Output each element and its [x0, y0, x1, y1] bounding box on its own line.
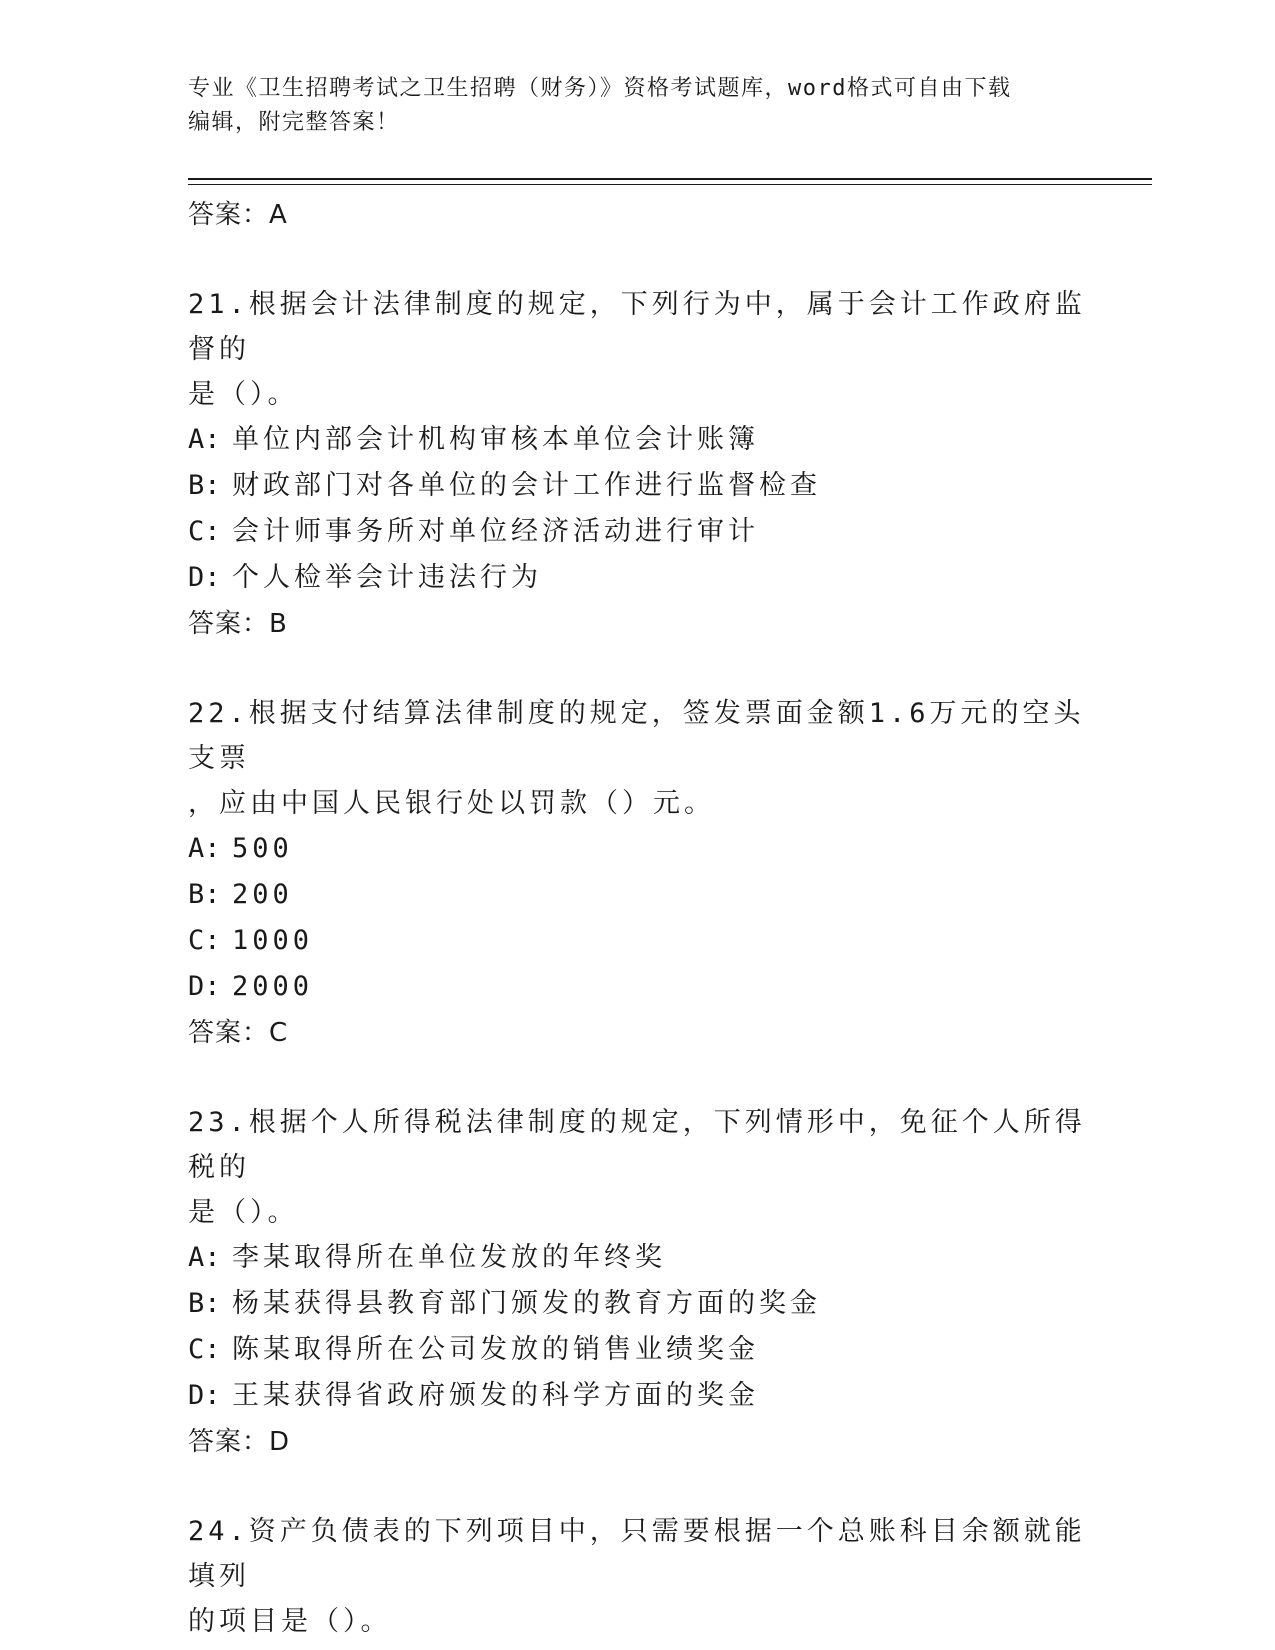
option-text: 单位内部会计机构审核本单位会计账簿	[232, 424, 759, 455]
document-header	[188, 72, 1088, 140]
question-stem-line: 是（）。	[188, 1197, 299, 1228]
option-key: B:	[188, 879, 221, 910]
option-text: 杨某获得县教育部门颁发的教育方面的奖金	[232, 1288, 821, 1319]
option-text: 财政部门对各单位的会计工作进行监督检查	[232, 470, 821, 501]
question-stem-line: 的项目是（）。	[188, 1606, 392, 1637]
question-stem-line: 22.根据支付结算法律制度的规定，签发票面金额1.6万元的空头支票	[188, 698, 1085, 774]
option-text: 会计师事务所对单位经济活动进行审计	[232, 516, 759, 547]
option-b	[188, 1281, 1088, 1327]
question-stem	[188, 1509, 1088, 1644]
question-23	[188, 1100, 1088, 1465]
header-line-1: 专业《卫生招聘考试之卫生招聘（财务）》资格考试题库，word格式可自由下载	[188, 76, 1012, 101]
question-stem-line: 21.根据会计法律制度的规定，下列行为中，属于会计工作政府监督的	[188, 289, 1086, 365]
option-key: D:	[188, 971, 221, 1002]
answer-line: 答案：C	[188, 1018, 289, 1048]
option-a	[188, 826, 1088, 872]
option-text: 1000	[232, 925, 314, 956]
option-a	[188, 417, 1088, 463]
option-text: 500	[232, 833, 293, 864]
option-key: C:	[188, 516, 221, 547]
option-key: D:	[188, 1380, 221, 1411]
option-key: D:	[188, 562, 221, 593]
question-list	[188, 188, 1088, 1644]
question-stem-line: 23.根据个人所得税法律制度的规定，下列情形中，免征个人所得税的	[188, 1107, 1086, 1183]
option-a	[188, 1235, 1088, 1281]
option-key: B:	[188, 470, 221, 501]
option-d	[188, 964, 1088, 1010]
option-key: B:	[188, 1288, 221, 1319]
question-22	[188, 691, 1088, 1056]
header-divider-thick	[188, 178, 1152, 180]
answer-line: 答案：D	[188, 1427, 291, 1457]
answer-line: 答案：B	[188, 609, 288, 639]
option-text: 王某获得省政府颁发的科学方面的奖金	[232, 1380, 759, 1411]
option-text: 陈某取得所在公司发放的销售业绩奖金	[232, 1334, 759, 1365]
question-stem	[188, 1100, 1088, 1235]
option-text: 个人检举会计违法行为	[232, 562, 542, 593]
option-c	[188, 509, 1088, 555]
question-24	[188, 1509, 1088, 1644]
option-b	[188, 872, 1088, 918]
question-stem-line: 是（）。	[188, 379, 299, 410]
question-21	[188, 282, 1088, 647]
question-stem	[188, 691, 1088, 826]
option-key: A:	[188, 1242, 221, 1273]
option-c	[188, 1327, 1088, 1373]
question-stem-line: ，应由中国人民银行处以罚款（）元。	[188, 788, 715, 819]
option-text: 李某取得所在单位发放的年终奖	[232, 1242, 666, 1273]
option-text: 2000	[232, 971, 314, 1002]
option-b	[188, 463, 1088, 509]
question-stem	[188, 282, 1088, 417]
option-d	[188, 1373, 1088, 1419]
answer-line: 答案：A	[188, 200, 288, 230]
question-stem-line: 24.资产负债表的下列项目中，只需要根据一个总账科目余额就能填列	[188, 1516, 1086, 1592]
option-text: 200	[232, 879, 293, 910]
option-key: A:	[188, 833, 221, 864]
option-key: C:	[188, 1334, 221, 1365]
option-key: C:	[188, 925, 221, 956]
header-divider-thin	[188, 184, 1152, 185]
option-key: A:	[188, 424, 221, 455]
header-line-2: 编辑，附完整答案！	[188, 110, 400, 135]
option-c	[188, 918, 1088, 964]
option-d	[188, 555, 1088, 601]
